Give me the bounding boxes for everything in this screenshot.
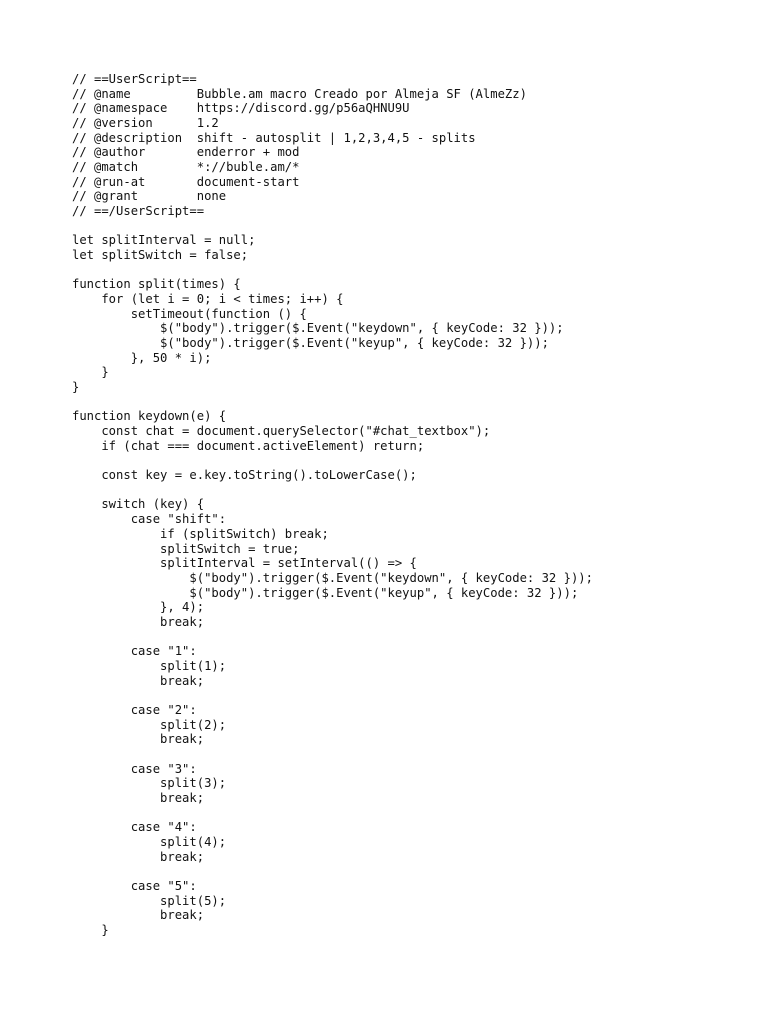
code-line: }, 4); xyxy=(72,600,205,615)
code-line xyxy=(72,806,593,821)
code-line: // @run-at document-start xyxy=(72,174,300,189)
code-line: case "4": xyxy=(72,820,197,835)
code-line: case "shift": xyxy=(72,512,227,527)
code-line: // @description shift - autosplit | 1,2,3,4,5 - splits xyxy=(72,130,476,145)
code-line: split(3); xyxy=(72,776,227,791)
code-line xyxy=(72,263,593,278)
code-line: } xyxy=(72,922,109,937)
code-line: split(4); xyxy=(72,834,227,849)
code-line: function keydown(e) { xyxy=(72,409,227,424)
code-line: setTimeout(function () { xyxy=(72,306,307,321)
code-line xyxy=(72,630,593,645)
code-line: break; xyxy=(72,732,205,747)
code-line xyxy=(72,395,593,410)
code-line: splitSwitch = true; xyxy=(72,541,300,556)
code-line: $("body").trigger($.Event("keyup", { keyCode: 32 })); xyxy=(72,336,549,351)
code-line: case "2": xyxy=(72,702,197,717)
code-line: break; xyxy=(72,673,205,688)
code-line: // @namespace https://discord.gg/p56aQHNU9U xyxy=(72,101,410,116)
code-line: for (let i = 0; i < times; i++) { xyxy=(72,292,344,307)
code-line xyxy=(72,453,593,468)
code-line: // ==/UserScript== xyxy=(72,204,205,219)
code-line: if (splitSwitch) break; xyxy=(72,526,329,541)
code-line xyxy=(72,747,593,762)
code-line: let splitSwitch = false; xyxy=(72,248,249,263)
code-line: splitInterval = setInterval(() => { xyxy=(72,556,417,571)
code-line: $("body").trigger($.Event("keyup", { keyCode: 32 })); xyxy=(72,585,579,600)
code-line xyxy=(72,864,593,879)
code-line: case "3": xyxy=(72,761,197,776)
code-line: break; xyxy=(72,790,205,805)
code-line: // @version 1.2 xyxy=(72,116,219,131)
code-line: const chat = document.querySelector("#chat_textbox"); xyxy=(72,424,491,439)
code-line: if (chat === document.activeElement) return; xyxy=(72,438,425,453)
code-line: break; xyxy=(72,614,205,629)
code-line: // @match *://buble.am/* xyxy=(72,160,300,175)
code-line: case "1": xyxy=(72,644,197,659)
code-line: } xyxy=(72,380,80,395)
code-block xyxy=(72,72,593,938)
code-line: switch (key) { xyxy=(72,497,205,512)
code-line: // @grant none xyxy=(72,189,227,204)
code-line: $("body").trigger($.Event("keydown", { keyCode: 32 })); xyxy=(72,321,564,336)
code-line: // @name Bubble.am macro Creado por Almeja SF (AlmeZz) xyxy=(72,86,527,101)
code-line: let splitInterval = null; xyxy=(72,233,256,248)
code-line: // @author enderror + mod xyxy=(72,145,300,160)
code-line: function split(times) { xyxy=(72,277,241,292)
code-line xyxy=(72,219,593,234)
code-line: split(5); xyxy=(72,893,227,908)
code-line: } xyxy=(72,365,109,380)
code-line: break; xyxy=(72,849,205,864)
code-line xyxy=(72,483,593,498)
code-line: $("body").trigger($.Event("keydown", { keyCode: 32 })); xyxy=(72,570,593,585)
code-line: // ==UserScript== xyxy=(72,72,197,86)
code-line: break; xyxy=(72,908,205,923)
code-line xyxy=(72,688,593,703)
code-line: }, 50 * i); xyxy=(72,350,212,365)
code-line: split(1); xyxy=(72,658,227,673)
code-line: case "5": xyxy=(72,878,197,893)
code-line: const key = e.key.toString().toLowerCase(); xyxy=(72,468,417,483)
code-line: split(2); xyxy=(72,717,227,732)
